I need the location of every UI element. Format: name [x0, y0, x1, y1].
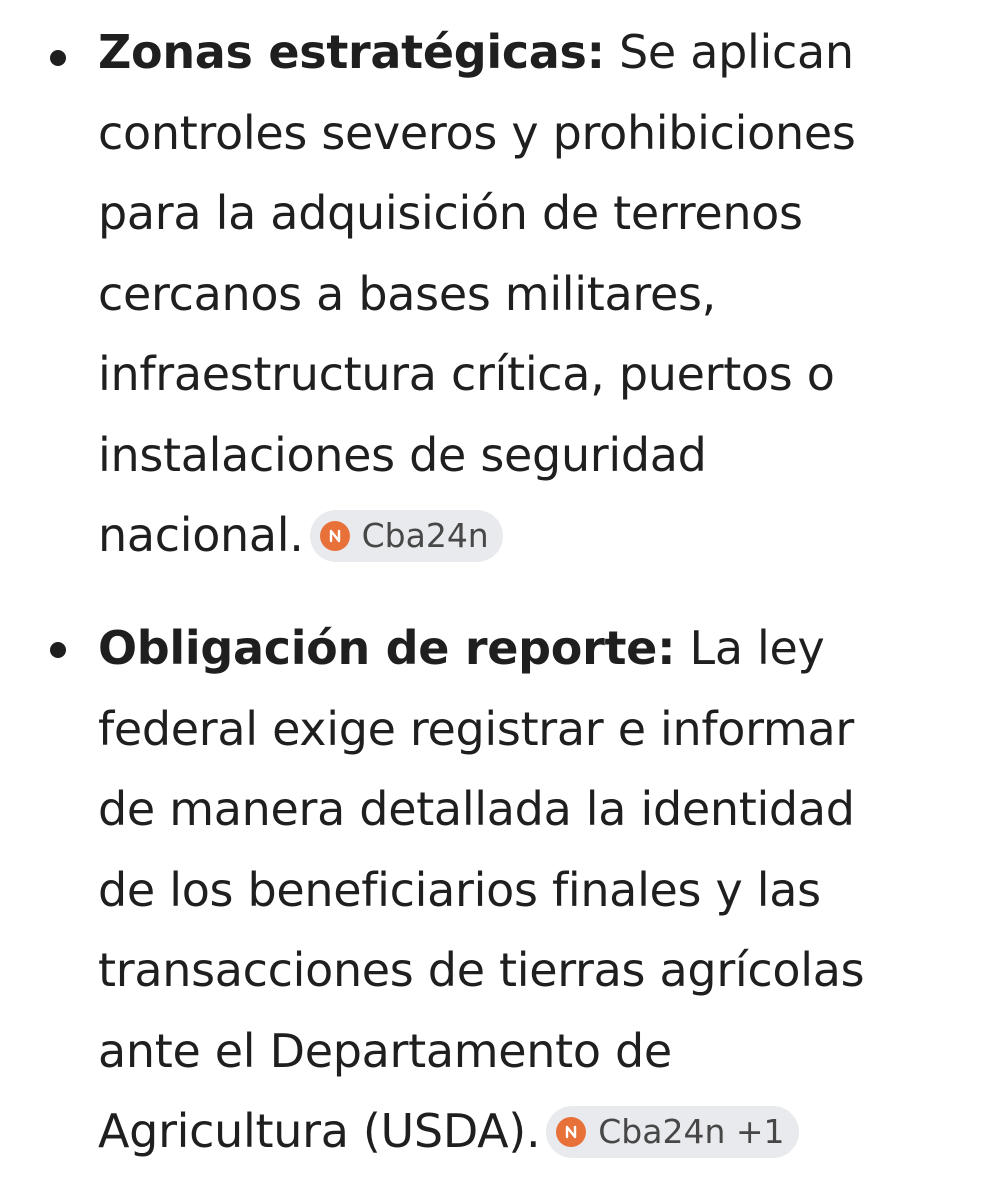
item-text-line: para la adquisición de terrenos	[98, 186, 803, 240]
item-text-line: Agricultura (USDA).	[98, 1104, 541, 1158]
source-chip[interactable]	[546, 1106, 798, 1158]
bullet-dot	[50, 50, 66, 66]
source-chip-label: Cba24n +1	[598, 1112, 785, 1151]
item-text-line: transacciones de tierras agrícolas	[98, 943, 865, 997]
item-text-line: instalaciones de seguridad	[98, 427, 707, 482]
item-text-line: federal exige registrar e informar	[98, 701, 854, 756]
source-chip-label: Cba24n	[361, 516, 489, 555]
item-text-line: infraestructura crítica, puertos o	[98, 347, 835, 401]
item-text-line: de manera detallada la identidad	[98, 782, 855, 836]
item-heading: Obligación de reporte:	[98, 621, 676, 675]
list-item-text	[98, 12, 968, 576]
bullet-dot	[50, 642, 66, 658]
item-text-line: nacional.	[98, 508, 304, 562]
item-heading: Zonas estratégicas:	[98, 25, 605, 79]
item-text-line: Se aplican	[619, 25, 854, 79]
item-text-line: ante el Departamento de	[98, 1023, 672, 1078]
item-text-line: controles severos y prohibiciones	[98, 105, 856, 160]
list-item-text	[98, 608, 968, 1172]
source-chip[interactable]	[310, 510, 503, 562]
source-logo-icon	[556, 1117, 586, 1147]
item-text-line: de los beneficiarios finales y las	[98, 862, 821, 917]
item-text-line: La ley	[689, 621, 825, 675]
item-text-line: cercanos a bases militares,	[98, 266, 716, 321]
source-logo-icon	[320, 521, 350, 551]
